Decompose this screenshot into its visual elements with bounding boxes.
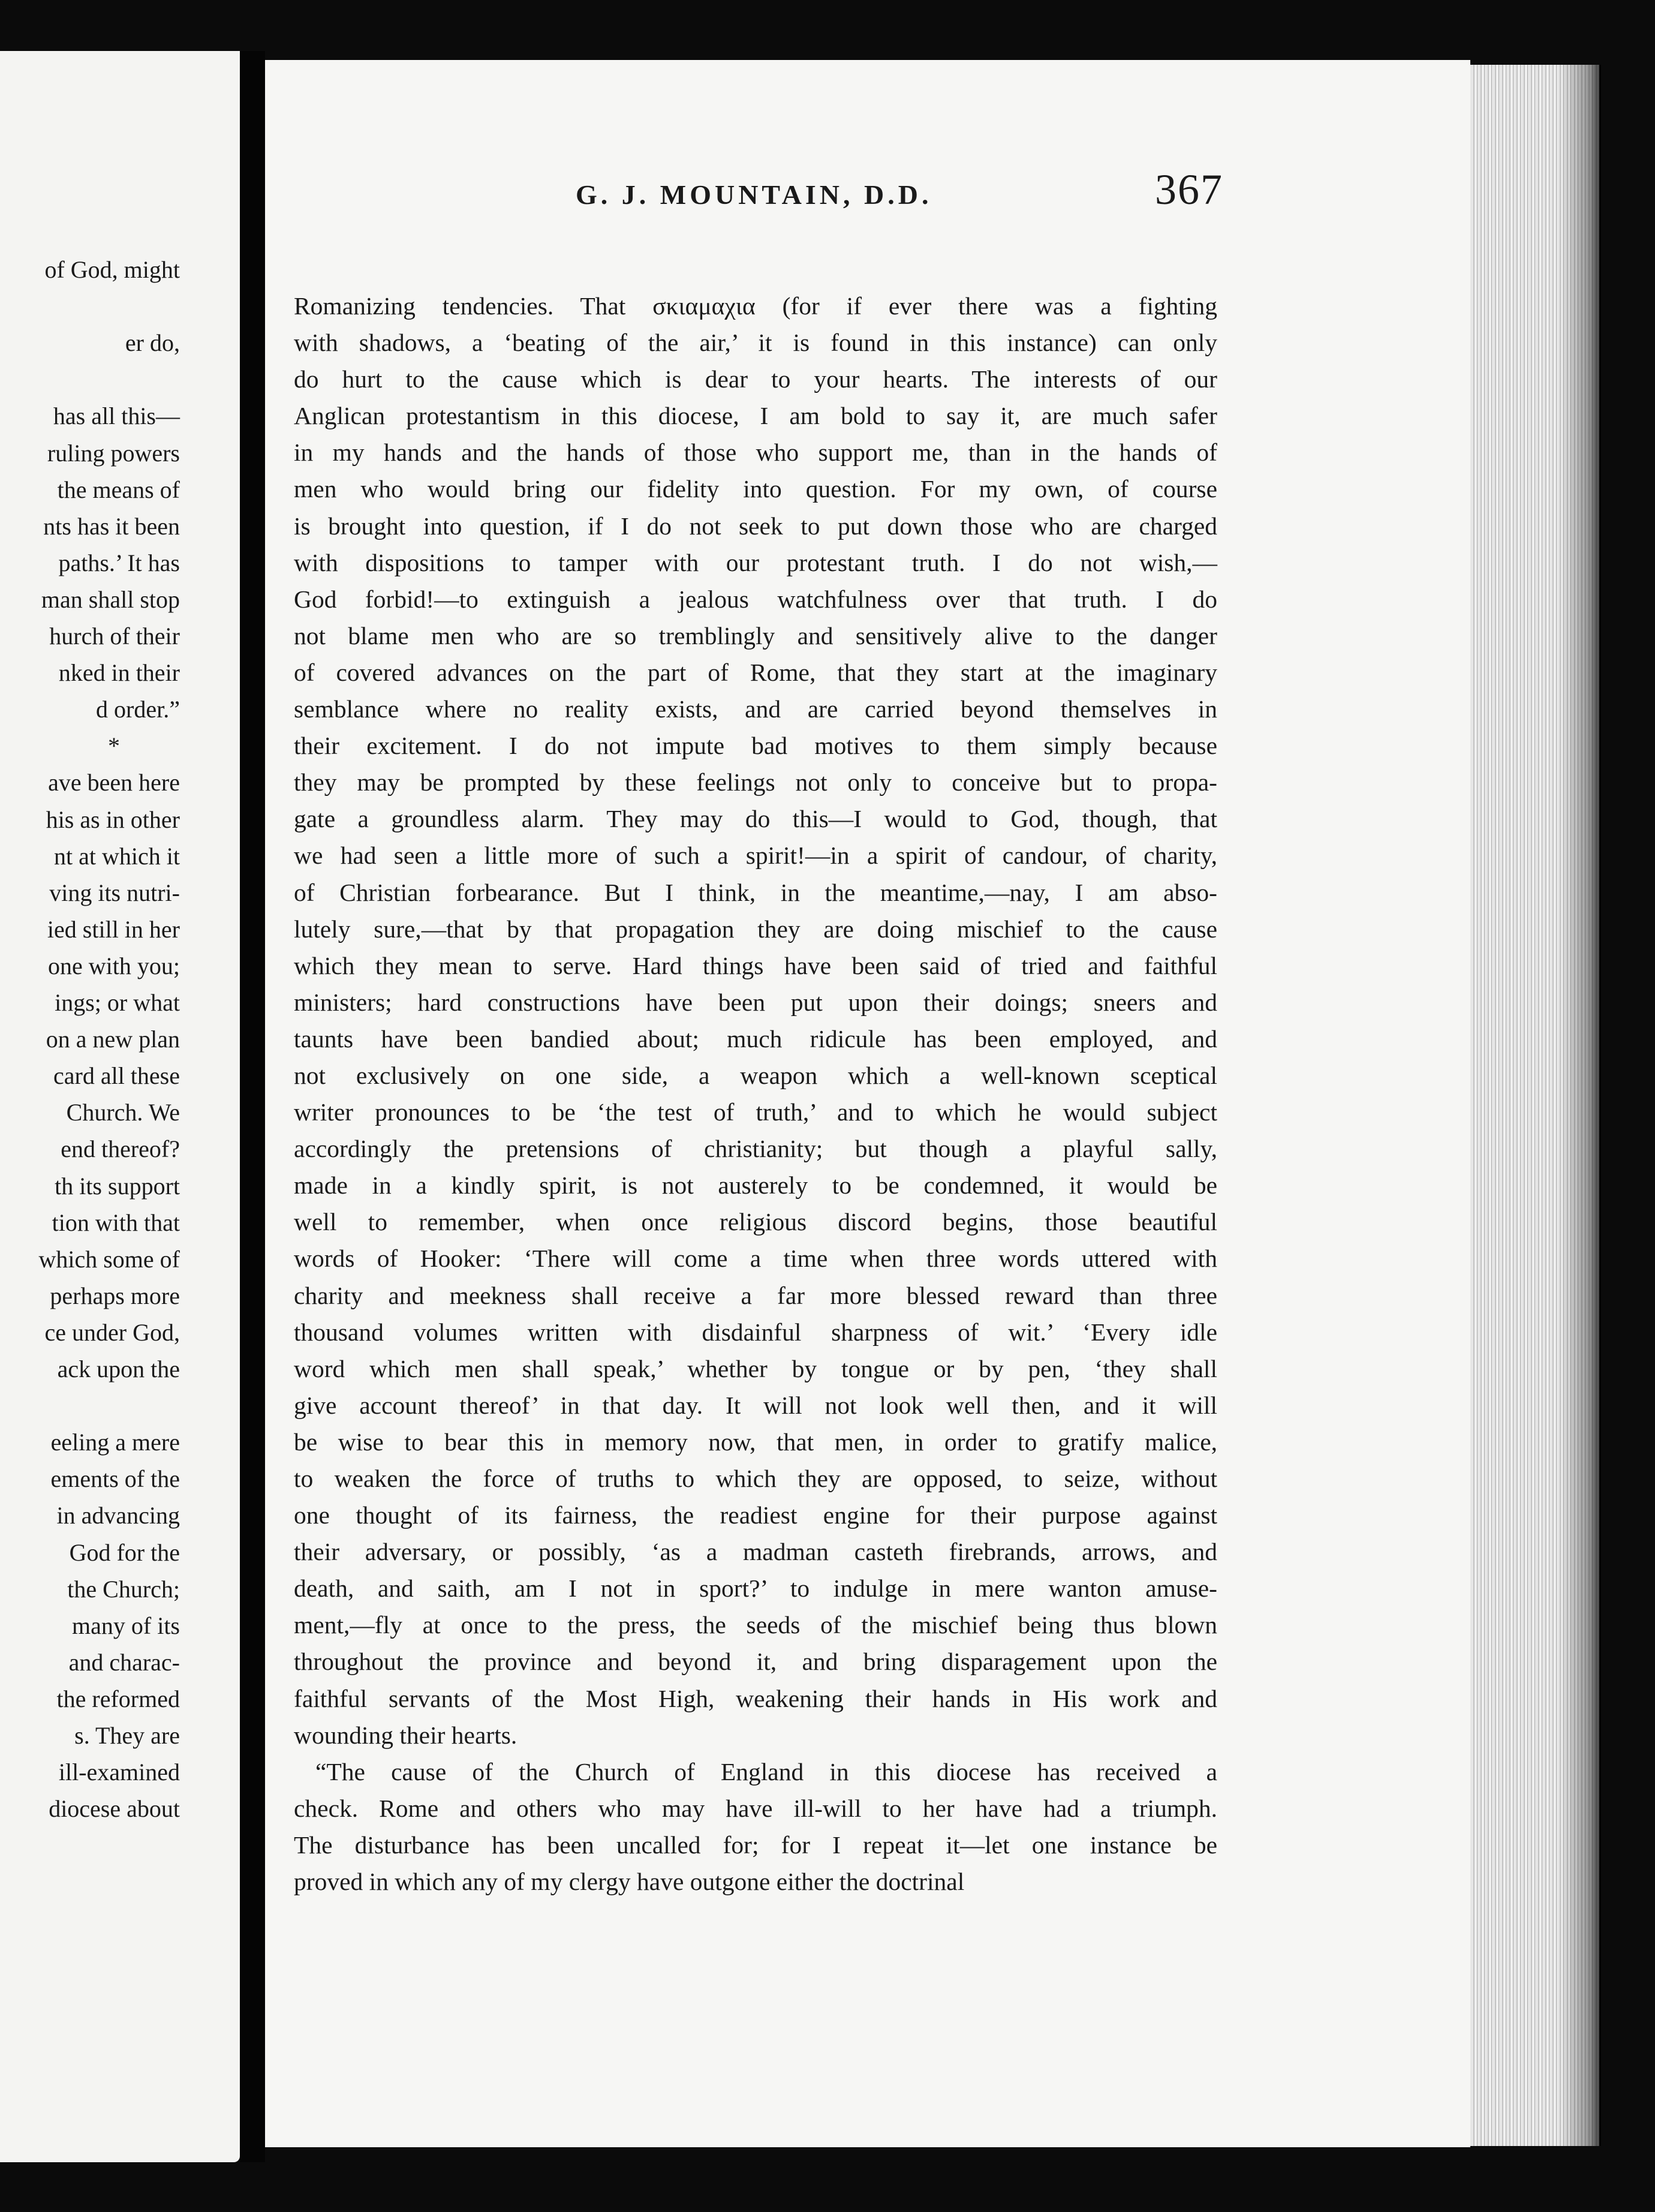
body-line: The disturbance has been uncalled for; for I repeat it—let one instance be — [294, 1831, 1217, 1859]
left-page-line: nts has it been — [43, 512, 180, 540]
left-page-line: many of its — [72, 1612, 180, 1639]
left-page-line: man shall stop — [41, 585, 180, 613]
left-page-line: eeling a mere — [50, 1429, 180, 1456]
body-line: well to remember, when once religious discord begins, those beautiful — [294, 1208, 1217, 1236]
body-line: gate a groundless alarm. They may do this—I would to God, though, that — [294, 805, 1217, 833]
left-page-line: ements of the — [50, 1465, 180, 1493]
left-page-line: one with you; — [48, 952, 180, 979]
body-line: give account thereof’ in that day. It will not look well then, and it will — [294, 1391, 1217, 1419]
body-line: check. Rome and others who may have ill-will to her have had a triumph. — [294, 1794, 1217, 1822]
body-line: taunts have been bandied about; much ridicule has been employed, and — [294, 1024, 1217, 1053]
body-text — [294, 288, 1217, 1900]
left-page-line: ruling powers — [47, 439, 180, 467]
body-line: to weaken the force of truths to which they are opposed, to seize, without — [294, 1465, 1217, 1492]
body-line: Romanizing tendencies. That σκιαμαχια (for if ever there was a fighting — [294, 292, 1217, 320]
left-page-line: th its support — [55, 1172, 180, 1200]
body-line: charity and meekness shall receive a far more blessed reward than three — [294, 1281, 1217, 1309]
body-line: God forbid!—to extinguish a jealous watchfulness over that truth. I do — [294, 585, 1217, 613]
left-facing-page — [0, 51, 240, 2162]
left-page-line: ack upon the — [57, 1356, 180, 1382]
book-gutter — [240, 51, 265, 2162]
left-page-line: ce under God, — [44, 1318, 180, 1346]
body-line: proved in which any of my clergy have outgone either the doctrinal — [294, 1868, 965, 1896]
left-page-line: card all these — [53, 1062, 180, 1090]
left-page-line: which some of — [38, 1245, 180, 1273]
body-line: lutely sure,—that by that propagation they are doing mischief to the cause — [294, 915, 1217, 943]
body-line: wounding their hearts. — [294, 1721, 517, 1749]
left-page-line: the Church; — [67, 1575, 180, 1603]
left-page-line: tion with that — [52, 1209, 180, 1236]
left-page-line: hurch of their — [49, 623, 180, 650]
left-page-line: * — [108, 732, 120, 760]
body-line: their excitement. I do not impute bad motives to them simply because — [294, 732, 1217, 760]
left-page-line: the reformed — [56, 1685, 180, 1712]
body-line: do hurt to the cause which is dear to your hearts. The interests of our — [294, 365, 1217, 393]
body-line: with shadows, a ‘beating of the air,’ it is found in this instance) can only — [294, 329, 1217, 357]
body-line: not blame men who are so tremblingly and sensitively alive to the danger — [294, 621, 1217, 650]
page-number: 367 — [1155, 166, 1223, 214]
body-line: ministers; hard constructions have been put upon their doings; sneers and — [294, 988, 1217, 1016]
left-page-line: of God, might — [44, 256, 180, 283]
body-line: they may be prompted by these feelings not only to conceive but to propa- — [294, 768, 1217, 797]
body-line: throughout the province and beyond it, and bring disparagement upon the — [294, 1648, 1217, 1676]
body-line: “The cause of the Church of England in this diocese has received a — [315, 1757, 1217, 1786]
left-page-line: ings; or what — [55, 989, 180, 1016]
body-line: which they mean to serve. Hard things have been said of tried and faithful — [294, 951, 1217, 979]
body-line: is brought into question, if I do not seek to put down those who are charged — [294, 512, 1217, 540]
body-line: in my hands and the hands of those who support me, than in the hands of — [294, 438, 1217, 467]
body-line: word which men shall speak,’ whether by tongue or by pen, ‘they shall — [294, 1354, 1217, 1382]
left-page-line: ave been here — [48, 769, 180, 797]
left-page-line: ill-examined — [58, 1759, 180, 1786]
body-line: we had seen a little more of such a spirit!—in a spirit of candour, of charity, — [294, 841, 1217, 870]
body-line: their adversary, or possibly, ‘as a madman casteth firebrands, arrows, and — [294, 1538, 1217, 1566]
left-page-line: has all this— — [53, 402, 180, 430]
body-line: semblance where no reality exists, and are carried beyond themselves in — [294, 695, 1217, 723]
left-page-line: s. They are — [74, 1722, 180, 1749]
body-line: made in a kindly spirit, is not austerely to be condemned, it would be — [294, 1171, 1217, 1200]
body-line: with dispositions to tamper with our protestant truth. I do not wish,— — [294, 548, 1217, 576]
left-page-line: the means of — [57, 476, 180, 503]
left-page-line: paths.’ It has — [58, 549, 180, 576]
body-line: thousand volumes written with disdainful sharpness of wit.’ ‘Every idle — [294, 1318, 1217, 1346]
left-page-line: on a new plan — [46, 1026, 180, 1053]
left-page-line: nked in their — [58, 659, 180, 687]
body-line: not exclusively on one side, a weapon which a well-known sceptical — [294, 1061, 1217, 1089]
body-line: men who would bring our fidelity into question. For my own, of course — [294, 475, 1217, 503]
left-page-line: and charac- — [68, 1648, 180, 1676]
body-line: words of Hooker: ‘There will come a time when three words uttered with — [294, 1245, 1217, 1273]
left-page-line: ving its nutri- — [49, 879, 180, 906]
left-page-line: diocese about — [49, 1795, 180, 1823]
running-head — [300, 165, 1223, 215]
body-line: faithful servants of the Most High, weakening their hands in His work and — [294, 1684, 1217, 1712]
left-page-line: d order.” — [96, 696, 180, 723]
left-page-line: Church. We — [66, 1099, 180, 1126]
left-page-line: end thereof? — [61, 1135, 180, 1163]
left-page-line: er do, — [125, 329, 180, 357]
body-line: of covered advances on the part of Rome, that they start at the imaginary — [294, 658, 1217, 686]
body-line: of Christian forbearance. But I think, in the meantime,—nay, I am abso- — [294, 878, 1217, 906]
body-line: one thought of its fairness, the readiest engine for their purpose against — [294, 1501, 1217, 1529]
running-head-title: G. J. MOUNTAIN, D.D. — [576, 179, 932, 210]
left-page-line: God for the — [69, 1538, 180, 1566]
left-page-line: perhaps more — [50, 1282, 180, 1309]
body-line: death, and saith, am I not in sport?’ to indulge in mere wanton amuse- — [294, 1574, 1217, 1603]
left-page-line: ied still in her — [47, 915, 180, 943]
left-page-line: his as in other — [46, 806, 180, 833]
body-line: ment,—fly at once to the press, the seeds of the mischief being thus blown — [294, 1611, 1217, 1639]
body-line: be wise to bear this in memory now, that men, in order to gratify malice, — [294, 1427, 1217, 1456]
left-page-line: in advancing — [56, 1502, 180, 1529]
page-edges-shadow — [1559, 65, 1601, 2146]
left-page-line: nt at which it — [54, 842, 180, 870]
body-line: accordingly the pretensions of christianity; but though a playful sally, — [294, 1135, 1217, 1163]
body-line: Anglican protestantism in this diocese, I am bold to say it, are much safer — [294, 402, 1217, 430]
body-line: writer pronounces to be ‘the test of truth,’ and to which he would subject — [294, 1098, 1217, 1126]
